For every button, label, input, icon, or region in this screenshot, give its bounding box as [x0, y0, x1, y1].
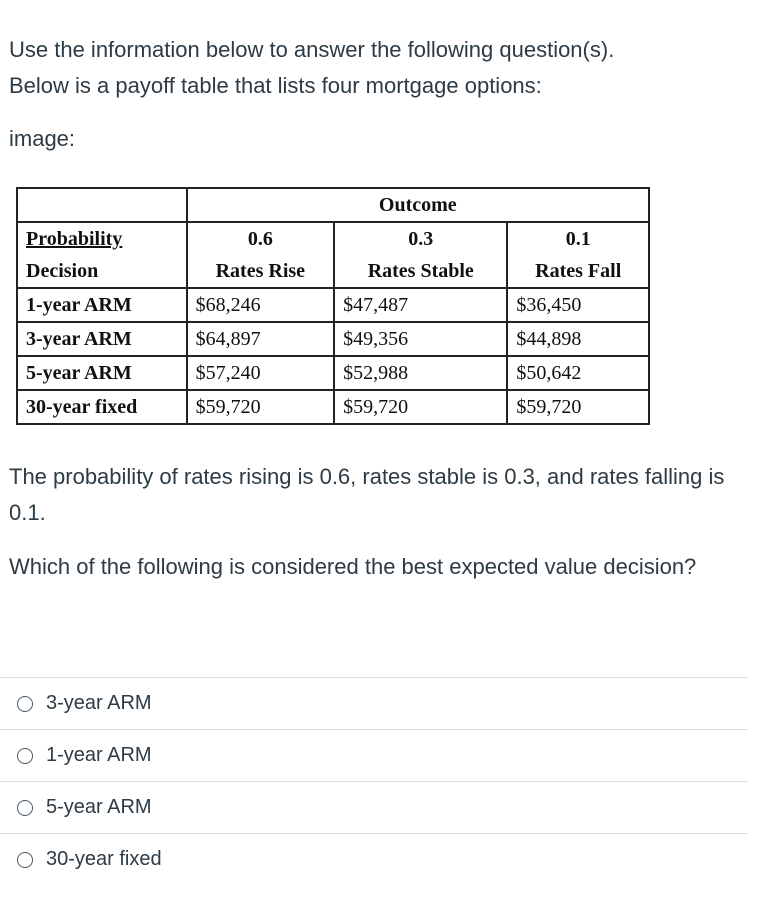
answer-label: 3-year ARM — [46, 692, 152, 714]
payoff-cell: $44,898 — [507, 322, 649, 356]
image-label: image: — [9, 126, 76, 151]
table-row — [17, 288, 649, 322]
radio-button[interactable] — [17, 748, 33, 764]
answer-option[interactable] — [0, 833, 748, 885]
table-row — [17, 356, 649, 390]
payoff-cell: $59,720 — [334, 390, 507, 424]
probability-label: Probability — [17, 222, 187, 255]
payoff-cell: $68,246 — [187, 288, 335, 322]
decision-header-row — [17, 255, 649, 288]
payoff-cell: $49,356 — [334, 322, 507, 356]
probability-cell: 0.3 — [334, 222, 507, 255]
payoff-table — [16, 187, 650, 425]
decision-cell: 30-year fixed — [17, 390, 187, 424]
payoff-cell: $47,487 — [334, 288, 507, 322]
answer-option[interactable] — [0, 781, 748, 833]
answer-label: 30-year fixed — [46, 848, 162, 870]
decision-cell: 3-year ARM — [17, 322, 187, 356]
radio-button[interactable] — [17, 696, 33, 712]
probability-cell: 0.1 — [507, 222, 649, 255]
payoff-cell: $36,450 — [507, 288, 649, 322]
answer-label: 5-year ARM — [46, 796, 152, 818]
answer-option[interactable] — [0, 677, 748, 729]
question-intro — [9, 32, 749, 104]
payoff-cell: $59,720 — [507, 390, 649, 424]
answer-option[interactable] — [0, 729, 748, 781]
outcome-header: Outcome — [187, 188, 649, 222]
table-header-row — [17, 188, 649, 222]
table-row — [17, 322, 649, 356]
payoff-cell: $52,988 — [334, 356, 507, 390]
payoff-cell: $57,240 — [187, 356, 335, 390]
probabilities-paragraph: The probability of rates rising is 0.6, rates stable is 0.3, and rates falling is 0.1. — [9, 464, 725, 525]
question-prompt: Which of the following is considered the best expected value decision? — [9, 554, 697, 579]
payoff-cell: $59,720 — [187, 390, 335, 424]
intro-line-2: Below is a payoff table that lists four mortgage options: — [9, 73, 542, 98]
outcome-label: Rates Stable — [334, 255, 507, 288]
answer-list — [0, 677, 748, 885]
payoff-cell: $50,642 — [507, 356, 649, 390]
radio-button[interactable] — [17, 852, 33, 868]
answer-label: 1-year ARM — [46, 744, 152, 766]
decision-cell: 1-year ARM — [17, 288, 187, 322]
table-row — [17, 390, 649, 424]
probability-cell: 0.6 — [187, 222, 335, 255]
outcome-label: Rates Fall — [507, 255, 649, 288]
outcome-label: Rates Rise — [187, 255, 335, 288]
table-header-empty — [17, 188, 187, 222]
probability-row — [17, 222, 649, 255]
payoff-cell: $64,897 — [187, 322, 335, 356]
radio-button[interactable] — [17, 800, 33, 816]
decision-cell: 5-year ARM — [17, 356, 187, 390]
intro-line-1: Use the information below to answer the following question(s). — [9, 37, 615, 62]
decision-label: Decision — [17, 255, 187, 288]
